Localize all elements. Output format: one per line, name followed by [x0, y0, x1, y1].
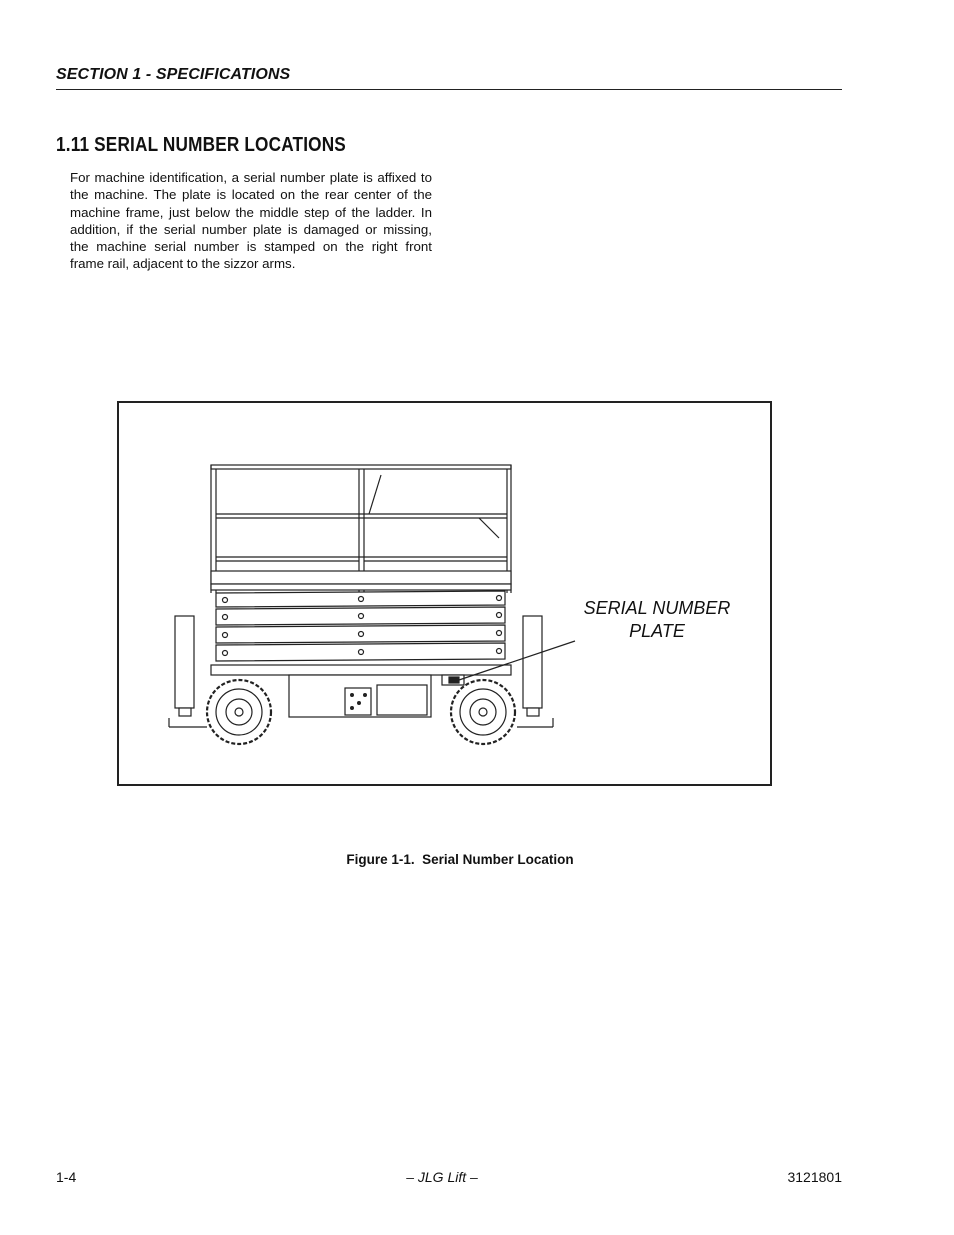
serial-plate-callout	[579, 597, 735, 643]
figure-caption	[0, 852, 920, 867]
wheel-rear	[451, 680, 515, 744]
caption-number: Figure 1-1.	[346, 852, 415, 867]
callout-line-2: PLATE	[629, 621, 685, 641]
page-number: 1-4	[56, 1169, 77, 1185]
section-header: SECTION 1 - SPECIFICATIONS	[56, 66, 291, 83]
caption-title: Serial Number Location	[422, 852, 574, 867]
section-heading: 1.11 SERIAL NUMBER LOCATIONS	[56, 134, 346, 156]
platform-deck	[211, 571, 511, 584]
document-number: 3121801	[787, 1169, 842, 1185]
scissor-arms	[216, 591, 505, 661]
publisher-footer: – JLG Lift –	[406, 1169, 478, 1185]
callout-line-1: SERIAL NUMBER	[583, 598, 731, 618]
wheel-front	[207, 680, 271, 744]
header-rule	[56, 89, 842, 90]
scissor-lift-illustration	[119, 403, 770, 784]
figure-frame	[117, 401, 772, 786]
body-paragraph: For machine identification, a serial number plate is affixed to the machine. The plate is located on the rear center of the machine frame, just below the middle step of the ladder. In addition, if the serial number plate is damaged or missing, the machine serial number is stamped on the right front frame rail, adjacent to the sizzor arms.	[70, 170, 432, 272]
serial-plate-marker	[449, 677, 459, 683]
